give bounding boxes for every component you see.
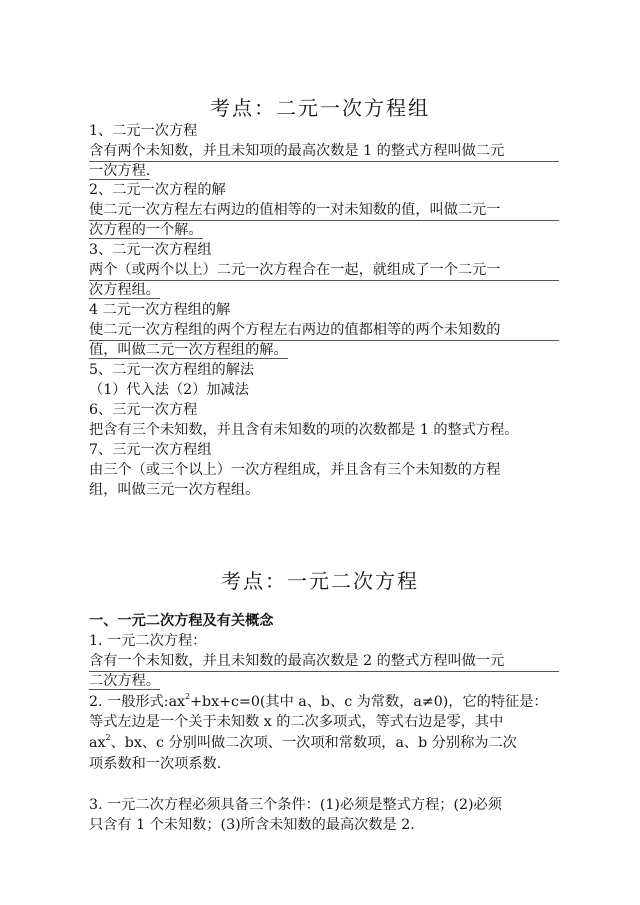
item4-text-line2: 值，叫做二元一次方程组的解。 (89, 342, 288, 358)
conditions-line2: 只含有 1 个未知数；(3)所含未知数的最高次数是 2. (89, 817, 415, 833)
item5-heading: 5、二元一次方程组的解法 (89, 362, 255, 378)
general-form-line4: 项系数和一次项系数. (89, 756, 222, 772)
item5-text: （1）代入法（2）加减法 (89, 382, 249, 398)
item6-heading: 6、三元一次方程 (89, 402, 198, 418)
item2-heading: 2、二元一次方程的解 (89, 182, 226, 198)
general-form-line2: 等式左边是一个关于未知数 x 的二次多项式，等式右边是零，其中 (89, 714, 504, 730)
item2-text-line1: 使二元一次方程左右两边的值相等的一对未知数的值，叫做二元一 (89, 200, 559, 221)
item1-text-line2: 一次方程. (89, 163, 151, 179)
item7-text-line2: 组，叫做三元一次方程组。 (89, 482, 260, 498)
general-form-line1: 2. 一般形式$:ax^2+bx+c=0$(其中 a、b、c 为常数，a≠0)，它的特征是： (89, 692, 548, 710)
item3-heading: 3、二元一次方程组 (89, 242, 212, 258)
item4-text-line1: 使二元一次方程组的两个方程左右两边的值都相等的两个未知数的 (89, 320, 559, 341)
item2-text-line2: 次方程的一个解。 (89, 222, 203, 238)
item3-text-line2: 次方程组。 (89, 282, 160, 298)
item7-heading: 7、三元一次方程组 (89, 442, 212, 458)
section1-title: 考点：二元一次方程组 (210, 96, 430, 120)
item7-text-line1: 由三个（或三个以上）一次方程组成，并且含有三个未知数的方程 (89, 462, 501, 478)
definition-title: 1. 一元二次方程： (89, 633, 207, 649)
item4-heading: 4 二元一次方程组的解 (89, 302, 231, 318)
item1-text-line1: 含有两个未知数，并且未知项的最高次数是 1 的整式方程叫做二元 (89, 141, 559, 162)
general-form-line3: $ax^2$、bx、c 分别叫做二次项、一次项和常数项，a、b 分别称为二次 (89, 733, 517, 751)
item6-text: 把含有三个未知数，并且含有未知数的项的次数都是 1 的整式方程。 (89, 422, 519, 438)
item3-text-line1: 两个（或两个以上）二元一次方程合在一起，就组成了一个二元一 (89, 260, 559, 281)
section2-heading: 一、一元二次方程及有关概念 (89, 613, 274, 629)
item1-heading: 1、二元一次方程 (89, 123, 198, 139)
conditions-line1: 3. 一元二次方程必须具备三个条件：(1)必须是整式方程；(2)必须 (89, 797, 502, 813)
definition-line1: 含有一个未知数，并且未知数的最高次数是 2 的整式方程叫做一元 (89, 651, 559, 672)
section2-title: 考点：一元二次方程 (221, 569, 419, 593)
definition-line2: 二次方程。 (89, 673, 160, 689)
